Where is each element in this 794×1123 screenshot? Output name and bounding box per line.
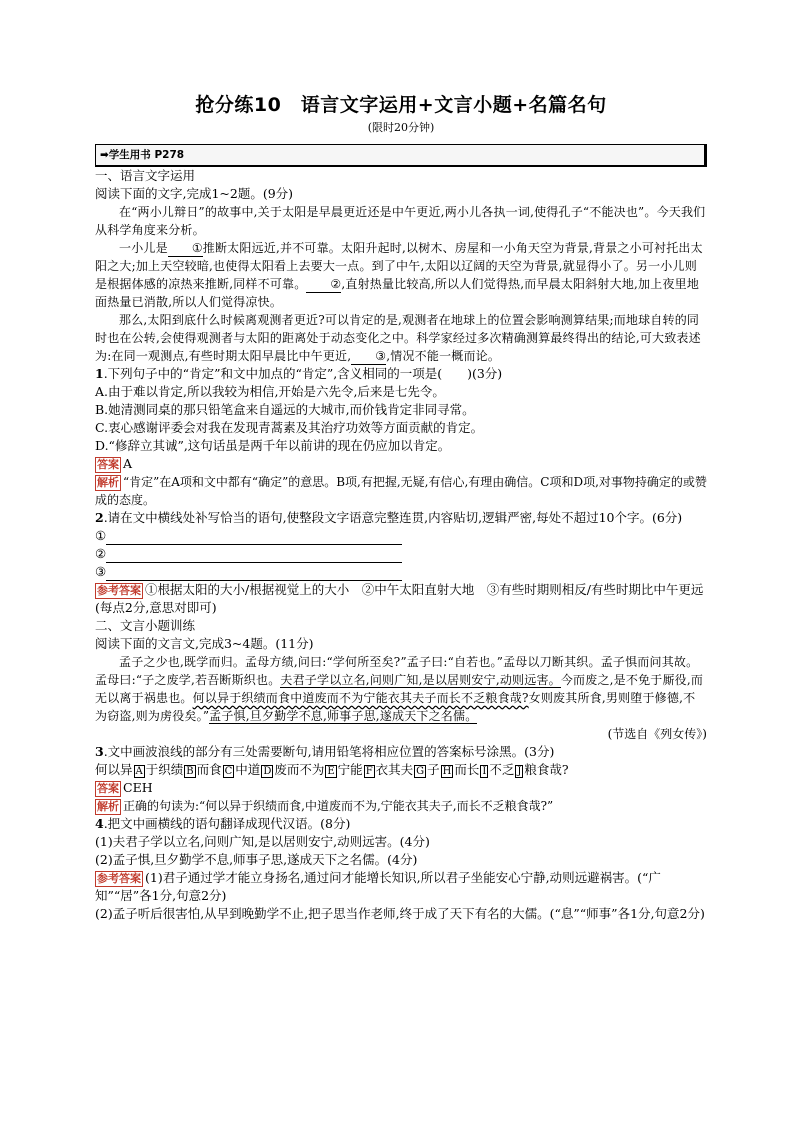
answer-tag: 答案 [97,782,119,795]
reference-answer-text: ①根据太阳的大小/根据视觉上的大小 ②中午太阳直射大地 ③有些时期则相反/有些时期比中午更远(每点2分,意思对即可) [95,582,704,615]
question-1-number: 1 [95,366,104,381]
segment-text: 不乏 [489,762,515,777]
passage-part-a: 孟子之少也,既学而归。孟母方绩,问曰:“学何所至矣?”孟子曰:“自若也。”孟母以刀断其织。孟子惧而问其故。孟母曰:“子之废学,若吾断斯织也。 [95,655,699,687]
answer-line-label: ① [95,528,107,543]
answer-tag: 答案 [97,458,119,471]
question-3-number: 3 [95,744,104,759]
segment-text: 何以异 [95,762,133,777]
classical-passage [95,653,707,725]
section2-intro: 阅读下面的文言文,完成3~4题。(11分) [95,636,314,651]
question-3-text: .文中画波浪线的部分有三处需要断句,请用铅笔将相应位置的答案标号涂黑。(3分) [103,744,555,759]
answer-text: CEH [123,780,153,795]
question-2-reference [95,581,707,617]
question-4-text: .把文中画横线的语句翻译成现代汉语。(8分) [103,816,351,831]
student-book-bar: ➡学生用书 P278 [95,144,707,167]
answer-line-blank [106,530,402,545]
question-4-stem [95,815,707,833]
reference-answer-1: (1)君子通过学才能立身扬名,通过问才能增长知识,所以君子坐能安心宁静,动则远避祸害。(“广知”“居”各1分,句意2分) [95,870,661,903]
question-1-text: .下列句子中的“肯定”和文中加点的“肯定”,含义相同的一项是( )(3分) [103,366,503,381]
para3-text-a: 那么,太阳到底什么时候离观测者更近?可以肯定的是,观测者在地球上的位置会影响测算结果;而地球自转的同时也在公转,会使得观测者与太阳的距离处于动态变化之中。科学家经过多次精确测算最终得出的结论,可大致表述为:在同一观测点,有些时期太阳早晨比中午更近, [95,313,701,363]
reference-answer-tag: 参考答案 [97,584,141,597]
option-a: A.由于难以肯定,所以我较为相信,开始是六先令,后来是七先令。 [95,384,445,399]
answer-box-j[interactable]: J [517,766,522,777]
answer-box-c[interactable]: C [224,766,233,777]
para2-text-a: 一小儿是 [119,241,168,255]
answer-box-a[interactable]: A [135,766,143,777]
question-1-analysis [95,473,707,509]
question-4-reference [95,869,707,905]
reference-answer-tag: 参考答案 [97,872,141,885]
analysis-text: “肯定”在A项和文中都有“确定”的意思。B项,有把握,无疑,有信心,有理由确信。C项和D项,对事物持确定的或赞成的态度。 [95,475,707,507]
analysis-tag: 解析 [97,476,119,489]
para2-text-c: ,直射热量比较高,所以人们觉得热,而早晨太阳斜射大地,加上夜里地面热量已消散,所以人们觉得凉快。 [95,277,700,309]
answer-line-label: ③ [95,564,107,579]
answer-box-h[interactable]: H [442,766,452,777]
passage-para-1: 在“两小儿辩日”的故事中,关于太阳是早晨更近还是中午更近,两小儿各执一词,使得孔子“不能决也”。今天我们从科学角度来分析。 [95,205,706,237]
passage-part-e: 女则废其所食,男则堕于修德,不为窃盗,则为虏役矣。” [95,691,696,723]
answer-box-e[interactable]: E [327,766,335,777]
question-3-answer [95,779,707,797]
answer-line-3 [95,563,707,581]
question-3-analysis [95,797,707,815]
question-2-number: 2 [95,510,104,525]
answer-text: A [123,456,133,471]
segment-text: 废而不为 [274,762,325,777]
para3-text-b: ,情况不能一概而论。 [386,349,501,363]
answer-box-d[interactable]: D [263,766,272,777]
answer-line-blank [106,566,402,581]
segment-text: 宁能 [337,762,363,777]
segment-text: 于织绩 [145,762,184,777]
passage-para-2 [95,239,707,311]
question-4-reference-2: (2)孟子听后很害怕,从早到晚勤学不止,把子思当作老师,终于成了天下有名的大儒。(“息”“师事”各1分,句意2分) [95,906,705,921]
question-4-item-2: (2)孟子惧,旦夕勤学不息,师事子思,遂成天下之名儒。(4分) [95,852,418,867]
option-b: B.她清测同桌的那只铅笔盒来自遥远的大城市,而价钱肯定非同寻常。 [95,402,475,417]
section2-heading: 二、文言小题训练 [95,618,196,633]
blank-1: ① [168,241,203,257]
answer-box-b[interactable]: B [186,766,194,777]
blank-3: ③ [351,349,386,365]
passage-para-3 [95,311,707,365]
question-4-item-1: (1)夫君子学以立名,问则广知,是以居则安宁,动则远害。(4分) [95,834,430,849]
blank-2: ② [306,277,341,293]
segment-text: 而食 [196,762,222,777]
wavy-underlined-sentence: 何以异于织绩而食中道废而不为宁能衣其夫子而长不乏粮食哉? [192,691,529,705]
passage-source: (节选自《列女传》) [607,727,707,741]
question-4-number: 4 [95,816,104,831]
option-d: D.“修辞立其诚”,这句话虽是两千年以前讲的现在仍应加以肯定。 [95,438,451,453]
time-limit: (限时20分钟) [367,121,435,134]
question-2-stem [95,509,707,527]
para2-text-b: 推断太阳远近,并不可靠。太阳升起时,以树木、房屋和一小角天空为背景,背景之小可衬托出太阳之大;加上天空较暗,也使得太阳看上去要大一点。到了中午,太阳以辽阔的天空为背景,就显得小了。另一小儿则是根据体感的凉热来推断,同样不可靠。 [95,241,703,291]
answer-line-2 [95,545,707,563]
segment-text: 中道 [235,762,261,777]
question-3-stem [95,743,707,761]
segment-text: 衣其夫 [375,762,414,777]
segment-text: 子 [427,762,440,777]
answer-line-label: ② [95,546,107,561]
answer-line-blank [106,548,402,563]
underlined-sentence-1: 夫君子学以立名,问则广知,是以居则安宁,动则远害。 [280,673,561,687]
document-page [95,92,707,923]
section1-heading: 一、语言文字运用 [95,168,196,183]
question-1-answer [95,455,707,473]
answer-box-g[interactable]: G [416,766,425,777]
analysis-tag: 解析 [97,800,119,813]
segment-text: 而长 [454,762,480,777]
question-1-stem [95,365,707,383]
question-2-text: .请在文中横线处补写恰当的语句,使整段文字语意完整连贯,内容贴切,逻辑严密,每处不超过10个字。(6分) [103,510,683,525]
passage-part-c: 今而废之,是不免于厮役,而无以离于祸患也。 [95,673,704,705]
section1-intro: 阅读下面的文字,完成1~2题。(9分) [95,186,294,201]
answer-box-i[interactable]: I [482,766,487,777]
page-title: 抢分练10 语言文字运用+文言小题+名篇名句 [195,94,607,116]
segment-text: 粮食哉? [524,762,569,777]
option-c: C.衷心感谢评委会对我在发现青蒿素及其治疗功效等方面贡献的肯定。 [95,420,484,435]
underlined-sentence-2: 孟子惧,旦夕勤学不息,师事子思,遂成天下之名儒。 [209,709,478,723]
segmentation-line [95,761,707,779]
answer-line-1 [95,527,707,545]
analysis-text: 正确的句读为:“何以异于织绩而食,中道废而不为,宁能衣其夫子,而长不乏粮食哉?” [123,799,554,813]
answer-box-f[interactable]: F [365,766,373,777]
